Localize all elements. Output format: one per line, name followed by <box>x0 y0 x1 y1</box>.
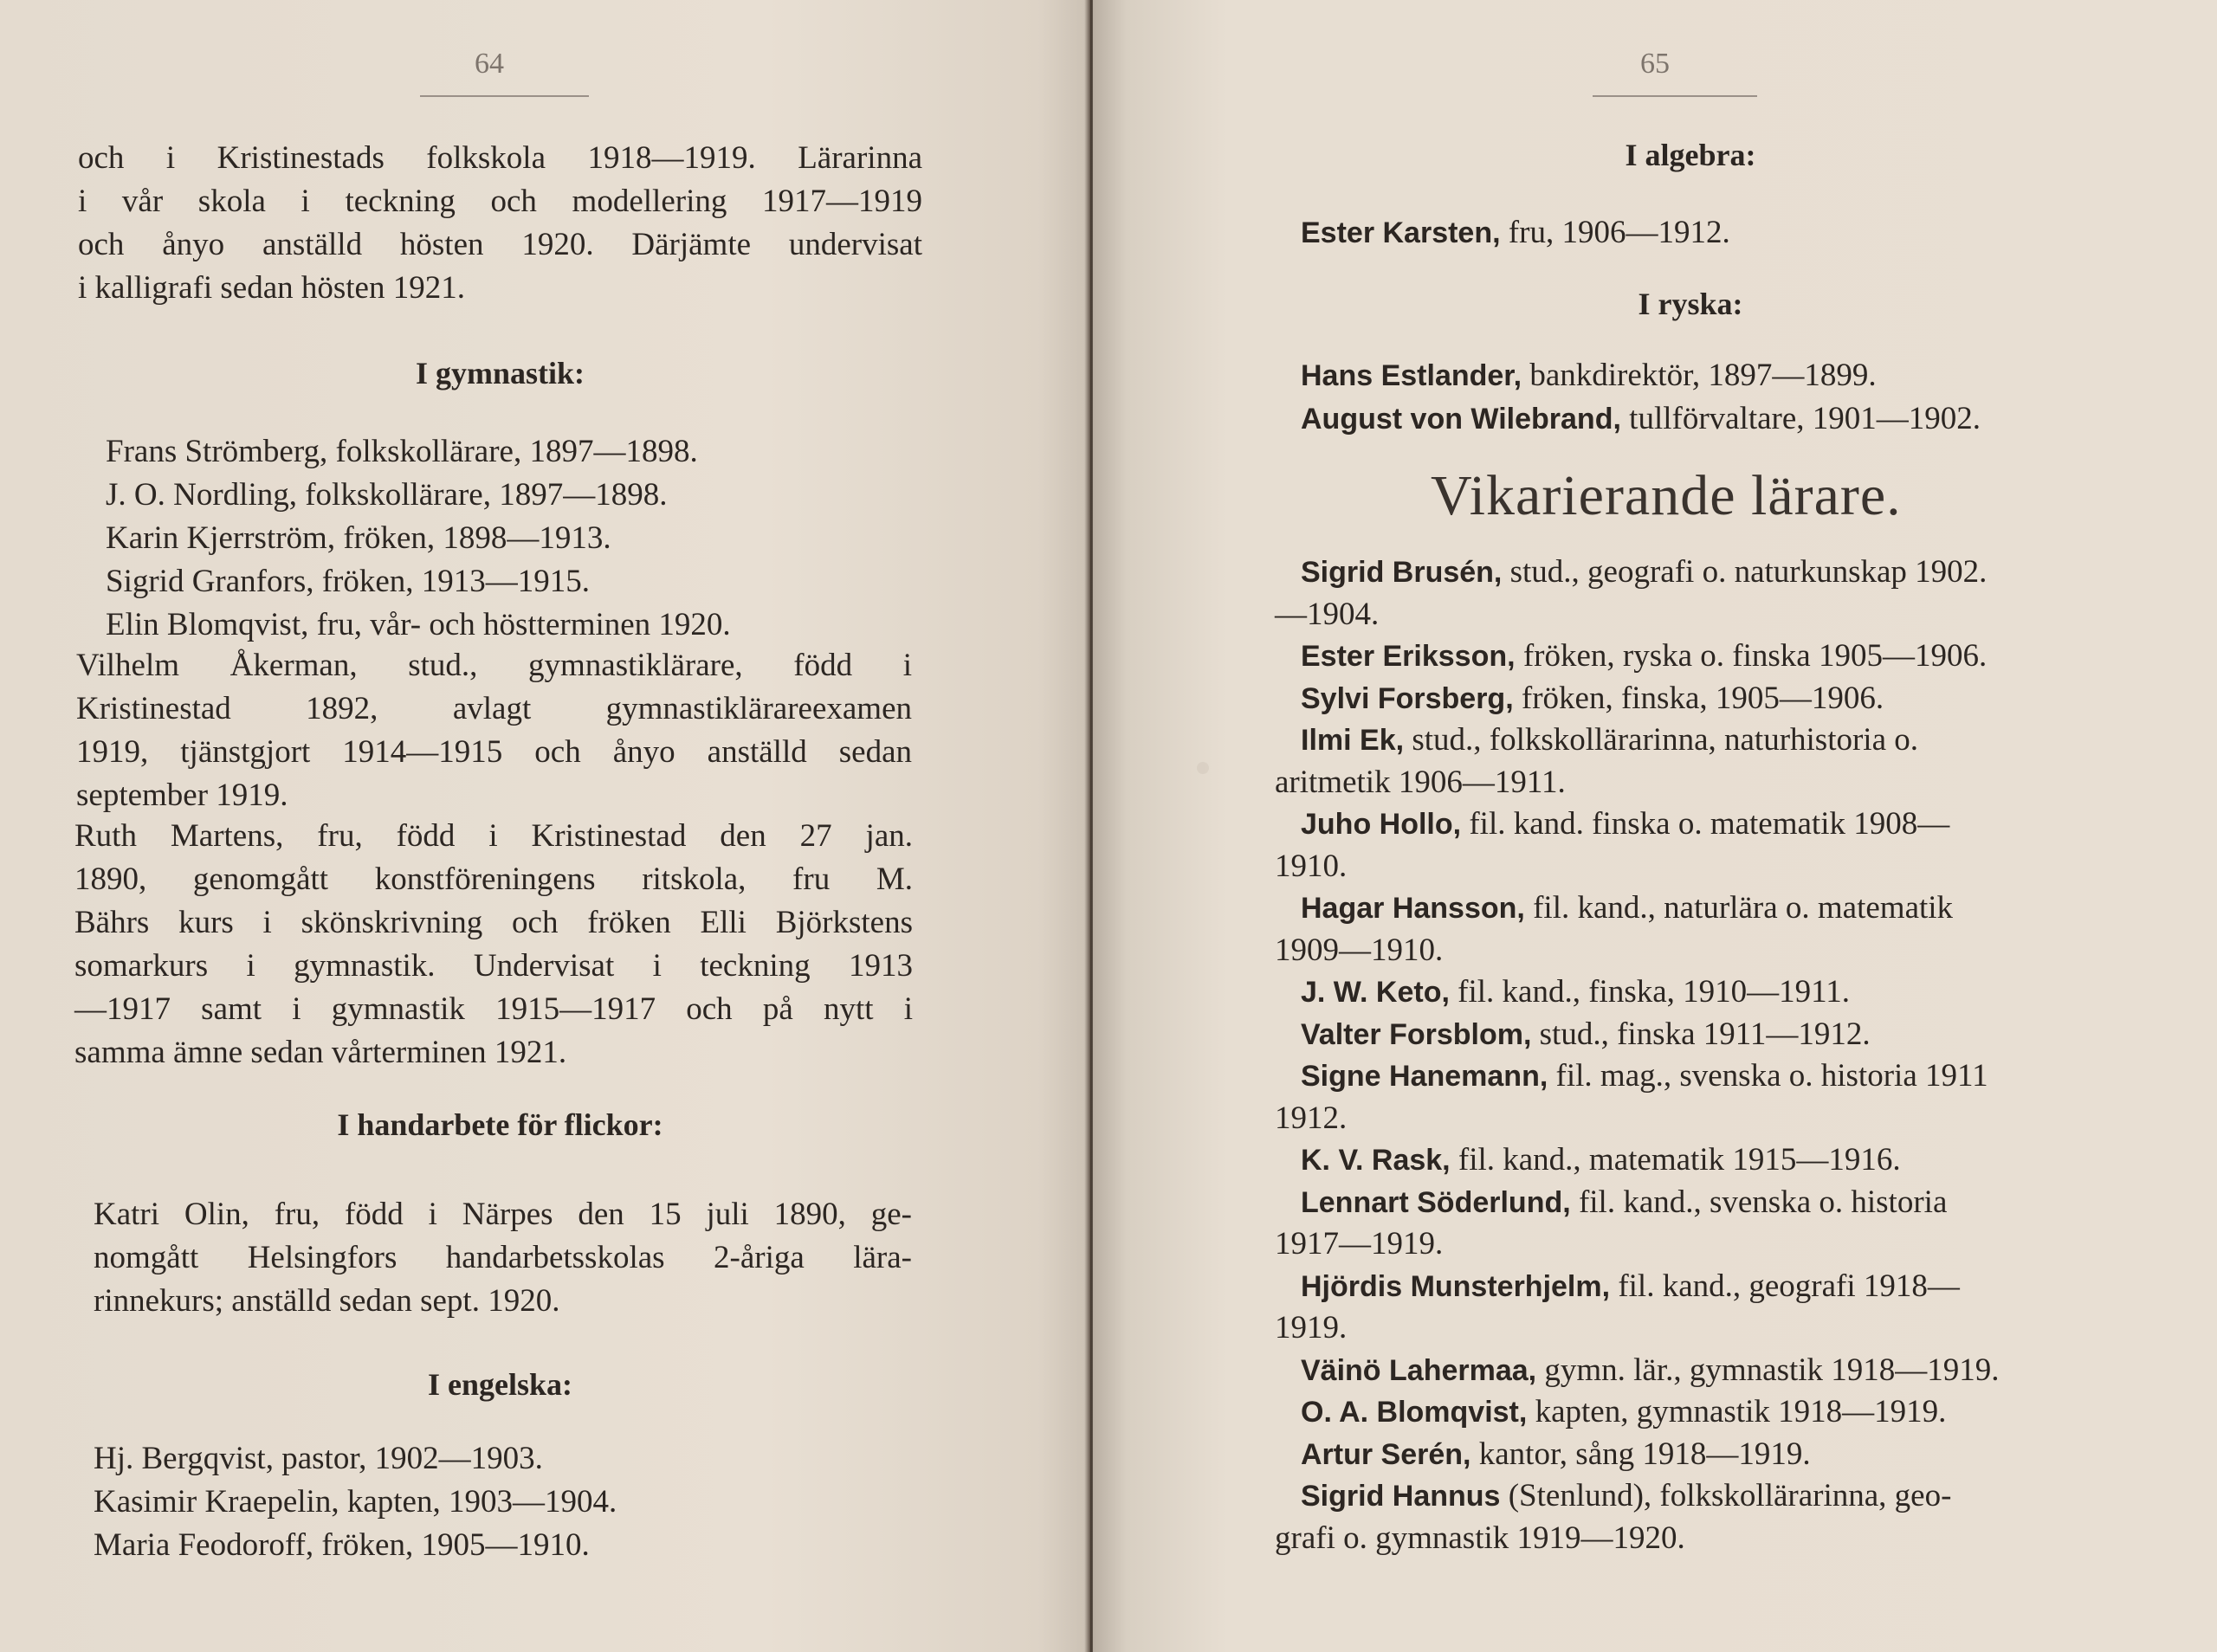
text-line: somarkurs i gymnastik. Undervisat i teckning 1913 <box>74 948 913 984</box>
entry-continuation: 1917—1919. <box>1275 1226 1444 1262</box>
ruth-paragraph <box>74 815 913 1074</box>
text-line: Kristinestad 1892, avlagt gymnastiklärareexamen <box>76 691 912 726</box>
text-line: Kasimir Kraepelin, kapten, 1903—1904. <box>94 1484 617 1520</box>
entry-name: Juho Hollo, <box>1301 808 1462 841</box>
entry-name: Valter Forsblom, <box>1301 1017 1532 1051</box>
entry-line <box>1275 1139 2175 1182</box>
text-line: samma ämne sedan vårterminen 1921. <box>74 1035 567 1070</box>
entry-name: Väinö Lahermaa, <box>1301 1353 1537 1387</box>
vikarierande-list <box>1275 552 2175 1559</box>
text-line: Katri Olin, fru, född i Närpes den 15 juli 1890, ge- <box>94 1197 912 1232</box>
entry-details: fil. kand., naturlära o. matematik <box>1524 890 1954 926</box>
entry-continuation: aritmetik 1906—1911. <box>1275 764 1566 800</box>
entry-details: fil. kand., svenska o. historia <box>1570 1184 1948 1220</box>
algebra-list <box>1275 211 2175 255</box>
entry-details: fil. kand., matematik 1915—1916. <box>1450 1142 1901 1178</box>
entry-details: kantor, sång 1918—1919. <box>1470 1436 1811 1472</box>
entry-details: stud., geografi o. naturkunskap 1902. <box>1502 554 1988 590</box>
entry-line <box>1275 720 2175 762</box>
ryska-list <box>1275 354 2175 441</box>
entry-details: bankdirektör, 1897—1899. <box>1522 358 1877 393</box>
text-line: Hj. Bergqvist, pastor, 1902—1903. <box>94 1441 543 1476</box>
entry-line <box>1275 803 2175 846</box>
text-line: september 1919. <box>76 778 288 813</box>
text-line: Karin Kjerrström, fröken, 1898—1913. <box>106 520 611 556</box>
entry-details: fil. kand., finska, 1910—1911. <box>1449 974 1851 1010</box>
left-page <box>0 0 1093 1652</box>
entry-continuation: 1909—1910. <box>1275 932 1444 968</box>
entry-line <box>1275 887 2175 930</box>
entry-name: K. V. Rask, <box>1301 1144 1451 1177</box>
entry-name: Hjördis Munsterhjelm, <box>1301 1269 1611 1303</box>
ink-speck <box>1197 762 1209 774</box>
entry-continuation: 1919. <box>1275 1310 1348 1345</box>
text-line: 1919, tjänstgjort 1914—1915 och ånyo anställd sedan <box>76 734 912 770</box>
entry-details: (Stenlund), folkskollärarinna, geo- <box>1500 1478 1952 1513</box>
entry-name: O. A. Blomqvist, <box>1301 1396 1528 1429</box>
entry-line <box>1275 552 2175 594</box>
text-line: —1917 samt i gymnastik 1915—1917 och på nytt i <box>74 991 913 1027</box>
entry-line <box>1275 1182 2175 1224</box>
entry-line <box>1275 397 2175 441</box>
heading-gymnastik: I gymnastik: <box>415 356 585 390</box>
heading-ryska: I ryska: <box>1638 287 1743 321</box>
gymnastik-list <box>106 430 937 647</box>
entry-line <box>1275 1434 2175 1476</box>
entry-line <box>1275 211 2175 255</box>
text-line: i kalligrafi sedan hösten 1921. <box>78 270 465 306</box>
text-line: och i Kristinestads folkskola 1918—1919. Lärarinna <box>78 140 922 176</box>
entry-line <box>1275 971 2175 1014</box>
entry-name: Sylvi Forsberg, <box>1301 681 1514 715</box>
text-line: rinnekurs; anställd sedan sept. 1920. <box>94 1283 560 1319</box>
entry-details: fröken, ryska o. finska 1905—1906. <box>1515 638 1988 674</box>
header-rule-left <box>420 95 589 97</box>
entry-line <box>1275 1391 2175 1434</box>
text-line: och ånyo anställd hösten 1920. Därjämte undervisat <box>78 227 922 262</box>
entry-details: fru, 1906—1912. <box>1500 215 1730 250</box>
heading-algebra: I algebra: <box>1625 138 1756 172</box>
entry-line <box>1275 1014 2175 1056</box>
text-line: Frans Strömberg, folkskollärare, 1897—1898. <box>106 434 698 469</box>
entry-details: tullförvaltare, 1901—1902. <box>1620 401 1981 436</box>
entry-name: Hagar Hansson, <box>1301 892 1525 925</box>
entry-name: Sigrid Hannus <box>1301 1480 1501 1513</box>
entry-continuation: grafi o. gymnastik 1919—1920. <box>1275 1520 1685 1556</box>
entry-name: Hans Estlander, <box>1301 359 1522 392</box>
header-rule-right <box>1593 95 1757 97</box>
entry-line <box>1275 636 2175 678</box>
entry-details: fil. mag., svenska o. historia 1911 <box>1548 1058 1988 1094</box>
text-line: Sigrid Granfors, fröken, 1913—1915. <box>106 564 591 599</box>
entry-continuation: 1912. <box>1275 1100 1348 1136</box>
engelska-list <box>94 1437 908 1567</box>
text-line: Ruth Martens, fru, född i Kristinestad den 27 jan. <box>74 818 913 854</box>
intro-paragraph <box>78 137 922 310</box>
entry-line <box>1275 1350 2175 1392</box>
text-line: 1890, genomgått konstföreningens ritskola, fru M. <box>74 861 913 897</box>
entry-continuation: 1910. <box>1275 848 1348 884</box>
entry-name: Artur Serén, <box>1301 1437 1471 1471</box>
entry-details: stud., folkskollärarinna, naturhistoria o. <box>1404 722 1918 758</box>
text-line: nomgått Helsingfors handarbetsskolas 2-åriga lära- <box>94 1240 912 1275</box>
entry-details: kapten, gymnastik 1918—1919. <box>1527 1394 1947 1429</box>
text-line: i vår skola i teckning och modellering 1917—1919 <box>78 184 922 219</box>
entry-name: J. W. Keto, <box>1301 976 1450 1009</box>
entry-line <box>1275 354 2175 397</box>
text-line: Vilhelm Åkerman, stud., gymnastiklärare, född i <box>76 648 912 683</box>
entry-line <box>1275 1266 2175 1308</box>
entry-name: August von Wilebrand, <box>1301 403 1621 436</box>
entry-line <box>1275 678 2175 720</box>
text-line: Elin Blomqvist, fru, vår- och höstterminen 1920. <box>106 607 731 642</box>
katri-paragraph <box>94 1193 912 1323</box>
right-page <box>1093 0 2217 1652</box>
text-line: Bährs kurs i skönskrivning och fröken Elli Björkstens <box>74 905 913 940</box>
heading-vikarierande: Vikarierande lärare. <box>1431 464 1902 527</box>
entry-name: Signe Hanemann, <box>1301 1060 1548 1093</box>
entry-name: Sigrid Brusén, <box>1301 556 1503 589</box>
entry-details: stud., finska 1911—1912. <box>1531 1016 1871 1052</box>
entry-line <box>1275 1475 2175 1518</box>
entry-details: fil. kand., geografi 1918— <box>1610 1268 1960 1304</box>
text-line: Maria Feodoroff, fröken, 1905—1910. <box>94 1527 590 1563</box>
entry-name: Ester Eriksson, <box>1301 640 1516 673</box>
heading-handarbete: I handarbete för flickor: <box>337 1107 663 1142</box>
entry-details: gymn. lär., gymnastik 1918—1919. <box>1536 1352 2000 1388</box>
entry-name: Lennart Söderlund, <box>1301 1185 1571 1219</box>
entry-details: fil. kand. finska o. matematik 1908— <box>1461 806 1950 842</box>
entry-continuation: —1904. <box>1275 596 1380 632</box>
page-number-left: 64 <box>475 48 504 80</box>
vilhelm-paragraph <box>76 644 912 817</box>
heading-engelska: I engelska: <box>427 1367 572 1402</box>
entry-line <box>1275 1055 2175 1098</box>
entry-name: Ester Karsten, <box>1301 216 1501 249</box>
entry-name: Ilmi Ek, <box>1301 724 1405 757</box>
text-line: J. O. Nordling, folkskollärare, 1897—1898. <box>106 477 668 513</box>
entry-details: fröken, finska, 1905—1906. <box>1513 680 1884 716</box>
page-number-right: 65 <box>1640 48 1670 80</box>
